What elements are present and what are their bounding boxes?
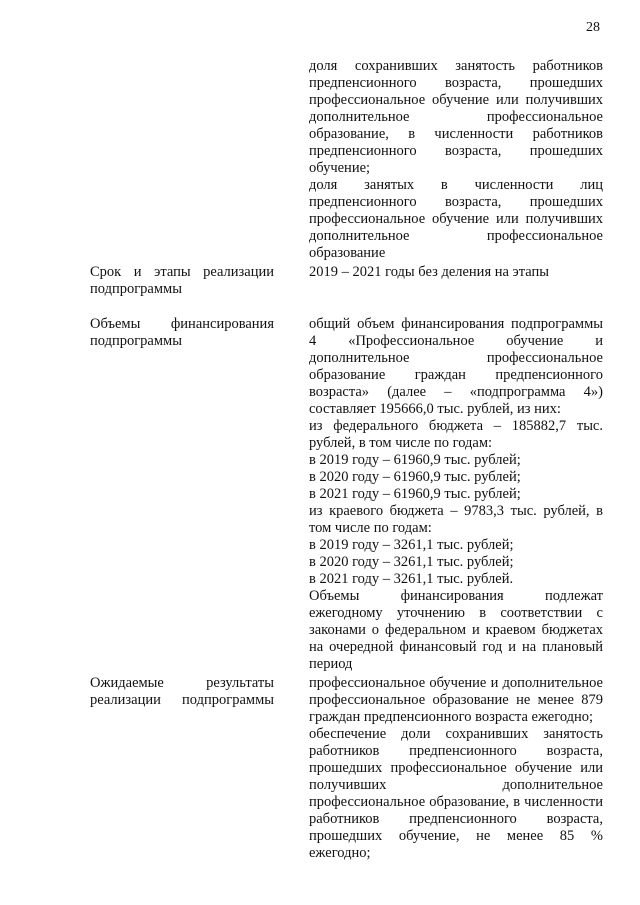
- indicators-value: [309, 58, 603, 262]
- regional-budget-intro: из краевого бюджета – 9783,3 тыс. рублей, в том числе по годам:: [309, 503, 603, 536]
- federal-year-item: в 2019 году – 61960,9 тыс. рублей;: [309, 452, 521, 468]
- result-paragraph: обеспечение доли сохранивших занятость работников предпенсионного возраста, прошедших профессиональное обучение или получивших дополнительное профессиональное образование, в численности работников предпенсионного возраста, прошедших обучение, не менее 85 % ежегодно;: [309, 726, 603, 861]
- financing-value: [309, 316, 603, 673]
- federal-year-item: в 2021 году – 61960,9 тыс. рублей;: [309, 486, 521, 502]
- term-label: Срок и этапы реализации подпрограммы: [90, 264, 274, 297]
- results-label: Ожидаемые результаты реализации подпрограммы: [90, 675, 274, 708]
- regional-year-item: в 2020 году – 3261,1 тыс. рублей;: [309, 554, 514, 570]
- regional-year-item: в 2021 году – 3261,1 тыс. рублей.: [309, 571, 514, 587]
- term-value: 2019 – 2021 годы без деления на этапы: [309, 264, 550, 280]
- results-value: [309, 675, 603, 862]
- federal-budget-intro: из федерального бюджета – 185882,7 тыс. рублей, в том числе по годам:: [309, 418, 603, 451]
- federal-year-item: в 2020 году – 61960,9 тыс. рублей;: [309, 469, 521, 485]
- indicator-paragraph: доля занятых в численности лиц предпенсионного возраста, прошедших профессиональное обучение или получивших дополнительное профессиональное образование: [309, 177, 603, 261]
- financing-intro: общий объем финансирования подпрограммы 4 «Профессиональное обучение и дополнительное профессиональное образование граждан предпенсионного возраста» (далее – «подпрограмма 4») составляет 195666,0 тыс. рублей, из них:: [309, 316, 603, 417]
- indicator-paragraph: доля сохранивших занятость работников предпенсионного возраста, прошедших профессиональное обучение или получивших дополнительное профессиональное образование, в численности работников предпенсионного возраста, прошедших обучение;: [309, 58, 603, 176]
- financing-label: Объемы финансирования подпрограммы: [90, 316, 274, 349]
- regional-year-item: в 2019 году – 3261,1 тыс. рублей;: [309, 537, 514, 553]
- page-number: 28: [586, 20, 600, 35]
- result-paragraph: профессиональное обучение и дополнительное профессиональное образование не менее 879 граждан предпенсионного возраста ежегодно;: [309, 675, 603, 725]
- financing-note: Объемы финансирования подлежат ежегодному уточнению в соответствии с законами о федеральном и краевом бюджетах на очередной финансовый год и на плановый период: [309, 588, 603, 672]
